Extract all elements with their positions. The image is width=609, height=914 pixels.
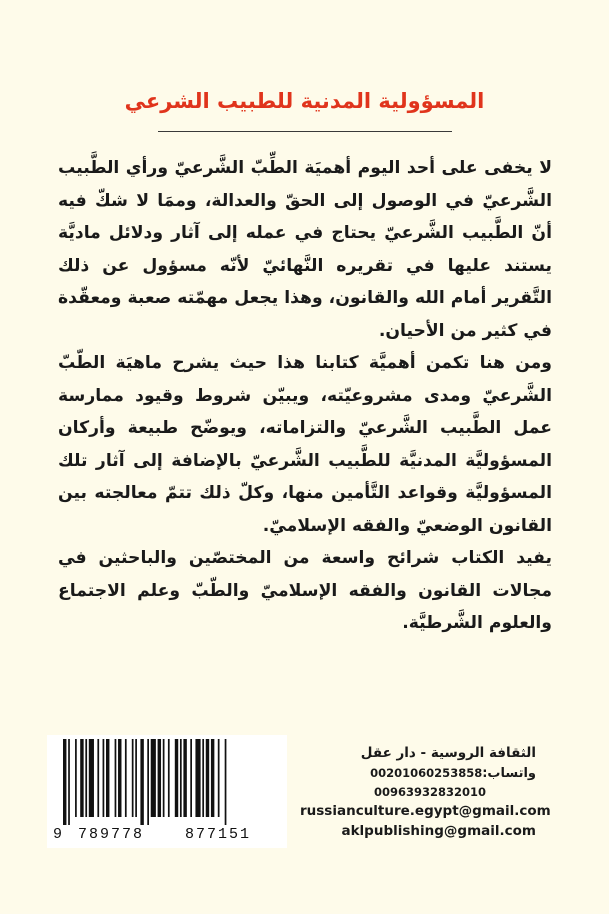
barcode-bar xyxy=(163,739,165,817)
barcode-digits-right: 877151 xyxy=(184,826,252,843)
title-divider xyxy=(158,131,452,132)
barcode-bar xyxy=(202,739,204,817)
barcode-bar xyxy=(75,739,77,817)
barcode-bar xyxy=(147,739,149,825)
barcode-bar xyxy=(195,739,200,817)
blurb xyxy=(58,152,552,640)
publisher-name: الثقافة الروسية - دار عقل xyxy=(360,745,536,761)
book-title: المسؤولية المدنية للطبيب الشرعي xyxy=(124,89,485,113)
publisher-info xyxy=(300,744,551,841)
barcode-bar xyxy=(218,739,220,817)
email-1[interactable]: russianculture.egypt@gmail.com xyxy=(300,803,551,819)
barcode-bar xyxy=(106,739,109,817)
barcode-bar xyxy=(125,739,127,817)
barcode-bar xyxy=(85,739,87,817)
barcode-graphic xyxy=(47,735,287,848)
whatsapp-row xyxy=(300,763,536,783)
barcode-bar xyxy=(103,739,105,817)
barcode-bar xyxy=(158,739,161,817)
barcode-bar xyxy=(180,739,182,817)
barcode-digits-left: 789778 xyxy=(77,826,145,843)
barcode-bar xyxy=(118,739,121,817)
barcode-bar xyxy=(151,739,156,817)
barcode-bar xyxy=(211,739,214,817)
barcode-bar xyxy=(89,739,94,817)
phone-number-2[interactable]: 00963932832010 xyxy=(373,785,486,799)
barcode-bar xyxy=(68,739,70,825)
barcode-lead-digit: 9 xyxy=(53,826,63,843)
barcode-bar xyxy=(80,739,83,817)
whatsapp-label: واتساب: xyxy=(482,765,536,781)
barcode-bars xyxy=(63,739,226,825)
email-2[interactable]: aklpublishing@gmail.com xyxy=(341,823,536,839)
barcode-bar xyxy=(132,739,134,817)
isbn-barcode xyxy=(47,735,287,848)
barcode-bar xyxy=(135,739,137,817)
phone-number-1[interactable]: 00201060253858 xyxy=(370,766,483,780)
barcode-bar xyxy=(97,739,99,817)
barcode-bar xyxy=(206,739,209,817)
blurb-paragraph-2: ومن هنا تكمن أهميَّة كتابنا هذا حيث يشرح ماهيَة الطّبّ الشَّرعيّ ومدى مشروعيّته، ويبيّن شروط وقيود ممارسة عمل الطَّبيب الشَّرعيّ والتزاماته، ويوضّح طبيعة وأركان المسؤوليَّة المدنيَّة للطَّبيب الشَّرعيّ بالإضافة إلى آثار تلك المسؤوليَّة وقواعد التَّأمين منها، وكلّ ذلك تتمّ معالجته بين القانون الوضعيّ والفقه الإسلاميّ. xyxy=(58,353,552,536)
barcode-bar xyxy=(175,739,178,817)
blurb-paragraph-1: لا يخفى على أحد اليوم أهميَة الطِّبّ الشَّرعيّ ورأي الطَّبيب الشَّرعيّ في الوصول إلى الحقّ والعدالة، وممَا لا شكّ فيه أنّ الطَّبيب الشَّرعيّ يحتاج في عمله إلى آثار ودلائل ماديَّة يستند عليها في تقريره النَّهائيّ لأنّه مسؤول عن ذلك التَّقرير أمام الله والقانون، وهذا يجعل مهمّته صعبة ومعقّدة في كثير من الأحيان. xyxy=(58,158,552,341)
barcode-bar xyxy=(168,739,170,817)
blurb-paragraph-3: يفيد الكتاب شرائح واسعة من المختصّين والباحثين في مجالات القانون والفقه الإسلاميّ والطّبّ وعلم الاجتماع والعلوم الشَّرطيَّة. xyxy=(58,548,552,633)
barcode-bar xyxy=(63,739,66,825)
barcode-bar xyxy=(190,739,192,817)
barcode-bar xyxy=(140,739,143,825)
barcode-bar xyxy=(183,739,186,817)
barcode-bar xyxy=(115,739,117,817)
barcode-bar xyxy=(225,739,227,825)
